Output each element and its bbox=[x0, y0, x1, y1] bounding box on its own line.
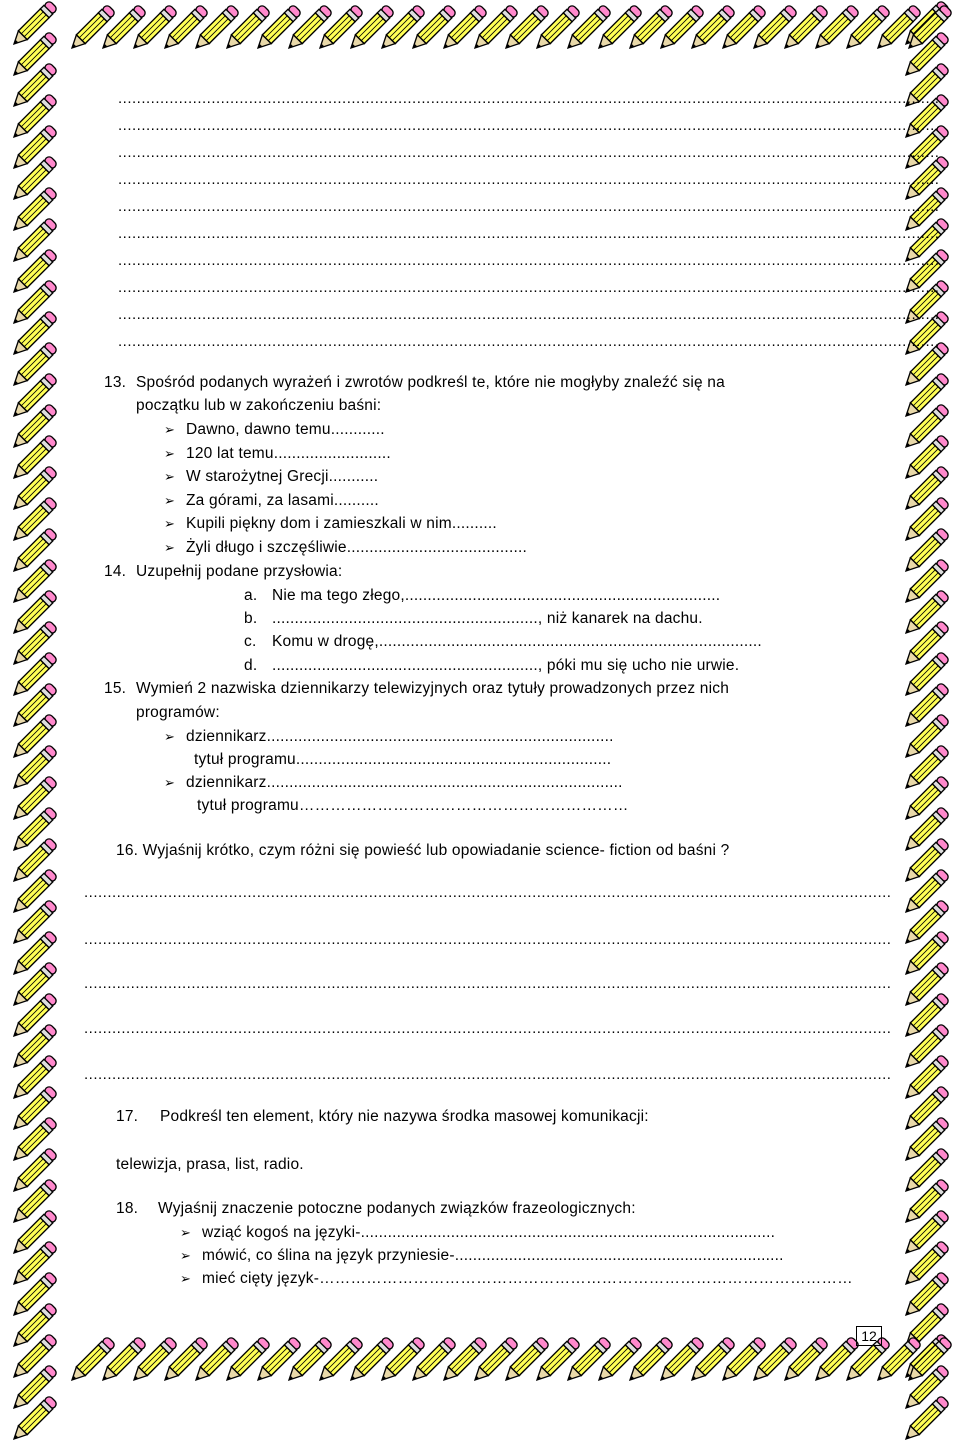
q15-text: Wymień 2 nazwiska dziennikarzy telewizyjnych oraz tytuły prowadzonych przez nich bbox=[136, 680, 730, 697]
q14-number: 14. bbox=[104, 563, 127, 580]
arrow-bullet-icon: ➢ bbox=[180, 1225, 192, 1240]
arrow-bullet-icon: ➢ bbox=[164, 540, 176, 555]
q18-item[interactable]: ➢ wziąć kogoś na języki-............................................................................................ bbox=[180, 1224, 776, 1241]
q13-item: ➢ Dawno, dawno temu............ bbox=[164, 421, 385, 438]
pencil-icon bbox=[2, 1389, 64, 1451]
q15-text-cont: programów: bbox=[136, 704, 220, 721]
answer-line[interactable]: ............................................................................................................................................................................. bbox=[84, 1066, 892, 1083]
answer-line[interactable]: ............................................................................................................................................................................. bbox=[84, 975, 892, 992]
q17-text: Podkreśl ten element, który nie nazywa środka masowej komunikacji: bbox=[160, 1108, 649, 1125]
q18-text: Wyjaśnij znaczenie potoczne podanych związków frazeologicznych: bbox=[158, 1200, 636, 1217]
q14-item-letter: b. bbox=[244, 610, 258, 627]
answer-line[interactable]: ................................................................................................................................................................................ bbox=[118, 306, 940, 323]
answer-line[interactable]: ................................................................................................................................................................................ bbox=[118, 198, 940, 215]
q13-item: ➢ Żyli długo i szczęśliwie........................................ bbox=[164, 539, 527, 556]
q13-text-cont: początku lub w zakończeniu baśni: bbox=[136, 397, 382, 414]
q14-item-letter: d. bbox=[244, 657, 258, 674]
q14-item-text[interactable]: ..........................................................., niż kanarek na dachu. bbox=[272, 610, 703, 627]
answer-line[interactable]: ................................................................................................................................................................................ bbox=[118, 225, 940, 242]
q15-journalist-field[interactable]: ➢ dziennikarz............................................................................. bbox=[164, 728, 614, 745]
q13-number: 13. bbox=[104, 374, 127, 391]
q14-item-letter: a. bbox=[244, 587, 258, 604]
arrow-bullet-icon: ➢ bbox=[164, 775, 176, 790]
arrow-bullet-icon: ➢ bbox=[164, 729, 176, 744]
arrow-bullet-icon: ➢ bbox=[164, 469, 176, 484]
answer-line[interactable]: ................................................................................................................................................................................ bbox=[118, 171, 940, 188]
q14-text: Uzupełnij podane przysłowia: bbox=[136, 563, 343, 580]
q16-text: 16. Wyjaśnij krótko, czym różni się powieść lub opowiadanie science- fiction od baśni ? bbox=[116, 842, 730, 859]
q15-number: 15. bbox=[104, 680, 127, 697]
q14-item-text[interactable]: ..........................................................., póki mu się ucho nie urwie. bbox=[272, 657, 740, 674]
arrow-bullet-icon: ➢ bbox=[164, 422, 176, 437]
arrow-bullet-icon: ➢ bbox=[180, 1248, 192, 1263]
q14-item-text[interactable]: Nie ma tego złego,...................................................................... bbox=[272, 587, 721, 604]
answer-line[interactable]: ............................................................................................................................................................................. bbox=[84, 1020, 892, 1037]
arrow-bullet-icon: ➢ bbox=[164, 446, 176, 461]
answer-line[interactable]: ................................................................................................................................................................................ bbox=[118, 333, 940, 350]
q17-options[interactable]: telewizja, prasa, list, radio. bbox=[116, 1156, 304, 1173]
answer-line[interactable]: ................................................................................................................................................................................ bbox=[118, 279, 940, 296]
q15-program-field[interactable]: tytuł programu...................................................................... bbox=[194, 751, 612, 768]
q13-item: ➢ Kupili piękny dom i zamieszkali w nim.......... bbox=[164, 515, 497, 532]
q18-item[interactable]: ➢ mówić, co ślina na język przyniesie-......................................................................... bbox=[180, 1247, 784, 1264]
q18-item[interactable]: ➢ mieć cięty język-………………………………………………………………………………………… bbox=[180, 1270, 853, 1287]
q13-text: Spośród podanych wyrażeń i zwrotów podkreśl te, które nie mogłyby znaleźć się na bbox=[136, 374, 725, 391]
pencil-icon bbox=[894, 1389, 956, 1451]
arrow-bullet-icon: ➢ bbox=[164, 493, 176, 508]
q13-item: ➢ Za górami, za lasami.......... bbox=[164, 492, 379, 509]
q13-item: ➢ 120 lat temu.......................... bbox=[164, 445, 391, 462]
answer-line[interactable]: ................................................................................................................................................................................ bbox=[118, 117, 940, 134]
answer-line[interactable]: ................................................................................................................................................................................ bbox=[118, 90, 940, 107]
q14-item-text[interactable]: Komu w drogę,..................................................................................... bbox=[272, 633, 762, 650]
q14-item-letter: c. bbox=[244, 633, 257, 650]
q17-number: 17. bbox=[116, 1108, 139, 1125]
answer-line[interactable]: ............................................................................................................................................................................. bbox=[84, 884, 892, 901]
arrow-bullet-icon: ➢ bbox=[180, 1271, 192, 1286]
q13-item: ➢ W starożytnej Grecji........... bbox=[164, 468, 379, 485]
answer-line[interactable]: ............................................................................................................................................................................. bbox=[84, 931, 892, 948]
page-number: 12 bbox=[856, 1326, 882, 1346]
answer-line[interactable]: ................................................................................................................................................................................ bbox=[118, 144, 940, 161]
arrow-bullet-icon: ➢ bbox=[164, 516, 176, 531]
q15-program-field[interactable]: tytuł programu……………………………………………………… bbox=[197, 797, 629, 814]
q18-number: 18. bbox=[116, 1200, 139, 1217]
answer-line[interactable]: ................................................................................................................................................................................ bbox=[118, 252, 940, 269]
q15-journalist-field[interactable]: ➢ dziennikarz............................................................................... bbox=[164, 774, 623, 791]
